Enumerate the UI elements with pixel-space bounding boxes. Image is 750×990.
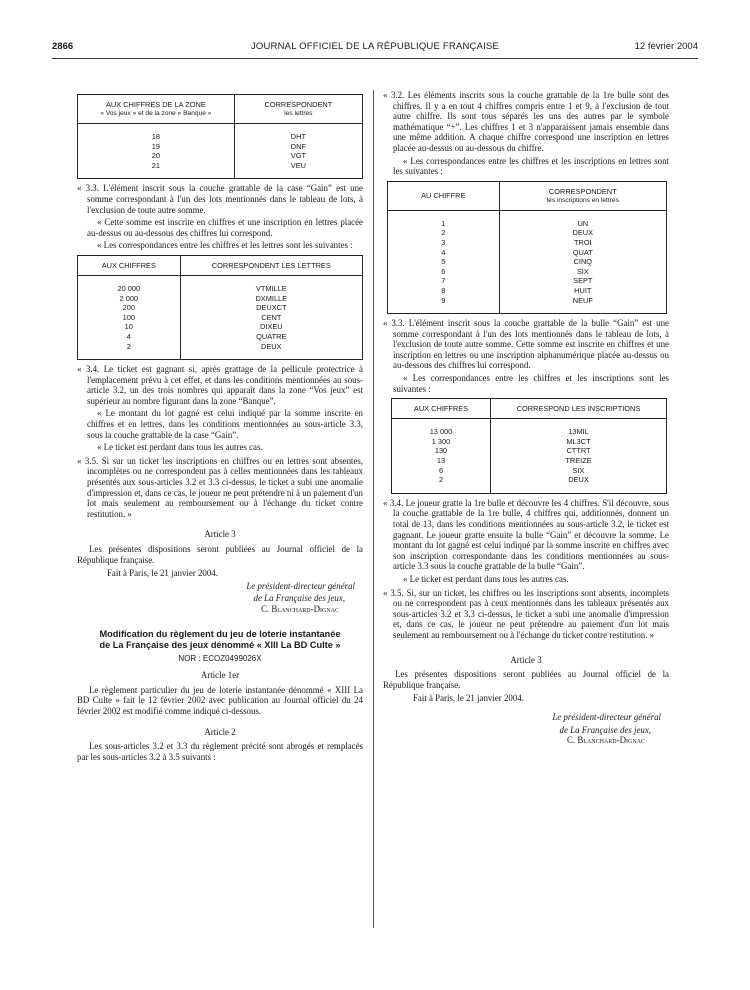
table-row <box>392 446 667 456</box>
header-rule <box>52 58 698 59</box>
table-header-cell: AUX CHIFFRES <box>78 255 181 275</box>
cell-number: 19 <box>78 142 235 152</box>
table-row <box>78 313 363 323</box>
paragraph-3-4: « 3.4. Le ticket est gagnant si, après grattage de la pellicule protectrice à l'emplacement prévu à cet effet, et dans les conditions mentionnées au sous-article 3.2, un des trois nombres qui apparaît dans la zone “Vos jeux” est supérieur au nombre figurant dans la zone “Banque”. <box>77 364 363 406</box>
cell-number: 10 <box>78 322 181 332</box>
cell-letters: DEUXCT <box>256 303 287 313</box>
cell-letters: DXMILLE <box>255 293 288 303</box>
cell-letters: CENT <box>261 312 282 322</box>
paragraph: « Cette somme est inscrite en chiffres et une inscription en lettres placée au-dessus ou au-dessous des chiffres lui correspond. <box>87 217 363 238</box>
table-header-cell <box>78 95 235 124</box>
cell-letters: DHT <box>290 132 306 141</box>
header-text: « Vos jeux » et de la zone « Banque » <box>100 110 212 117</box>
table-row <box>78 142 363 152</box>
cell-number: 2 <box>78 342 181 352</box>
table-row <box>388 296 667 306</box>
table-amount-letters <box>77 255 363 360</box>
paragraph: « Les correspondances entre les chiffres et les lettres sont les suivantes : <box>97 240 353 251</box>
table-row <box>78 161 363 171</box>
signatory-org: de La Française des jeux, <box>559 724 651 735</box>
paragraph: « Les correspondances entre les chiffres et les inscriptions en lettres sont les suivantes : <box>393 155 669 177</box>
signatory-name: C. Blanchard-Dignac <box>567 735 645 746</box>
table-row <box>392 437 667 447</box>
header-text: CORRESPONDENT <box>548 186 617 196</box>
signatory-title: Le président-directeur général <box>246 580 355 591</box>
table-header-cell <box>234 95 362 124</box>
cell-number: 6 <box>392 466 491 476</box>
article-heading: Article 2 <box>204 726 236 737</box>
decision-title-line: de La Française des jeux dénommé « XIII La BD Culte » <box>99 639 341 650</box>
page-header <box>52 41 698 57</box>
paragraph: Les sous-articles 3.2 et 3.3 du règlement précité sont abrogés et remplacés par les sous-articles 3.2 à 3.5 suivants : <box>77 741 363 762</box>
article-heading: Article 3 <box>510 654 542 665</box>
place-date: Fait à Paris, le 21 janvier 2004. <box>107 568 218 579</box>
cell-number: 6 <box>388 267 500 277</box>
place-date: Fait à Paris, le 21 janvier 2004. <box>413 693 524 704</box>
cell-number: 100 <box>78 313 181 323</box>
cell-number: 1 <box>388 219 500 229</box>
signatory-name: C. Blanchard-Dignac <box>261 603 339 614</box>
cell-letters: 13MIL <box>568 427 589 437</box>
paragraph-3-4: « 3.4. Le joueur gratte la 1re bulle et découvre les 4 chiffres. S'il découvre, sous la couche grattable de la 1re bulle, 4 chiffres qui, additionnés, donnent un total de 13, dans les conditions mentionnées au sous-article 3.2, le ticket est gagnant. Le joueur gratte ensuite la bulle “Gain” et découvre la somme. Le montant du lot gagné est celui indiqué par la somme inscrite en chiffres avec son inscription correspondante dans les conditions mentionnées au sous-article 3.3 sous la couche grattable de la bulle “Gain”. <box>383 497 669 572</box>
table-row <box>78 294 363 304</box>
cell-letters: TREIZE <box>565 456 592 466</box>
cell-number: 4 <box>78 332 181 342</box>
paragraph-3-2: « 3.2. Les éléments inscrits sous la couche grattable de la 1re bulle sont des chiffres. Il y a en tout 4 chiffres compris entre 1 et 9, à l'exclusion de tout autre chiffre. Ils sont tous séparés les uns des autres par le symbole mathématique “+”. Les chiffres 1 et 3 n'apparaissent jamais ensemble dans une même addition. A chaque chiffre correspond une inscription en lettres placée au-dessus ou au-dessous du chiffre. <box>383 90 669 153</box>
table-row <box>78 322 363 332</box>
cell-letters: VGT <box>290 151 306 161</box>
paragraph: « Le montant du lot gagné est celui indiqué par la somme inscrite en chiffres et en lettres, dans les conditions mentionnées au sous-article 3.3, sous la couche grattable de la case “Gain”. <box>87 408 363 440</box>
journal-title: JOURNAL OFFICIEL DE LA RÉPUBLIQUE FRANÇAISE <box>250 41 500 52</box>
table-amount-inscriptions <box>391 398 667 494</box>
table-digit-letters <box>387 181 667 314</box>
page-number: 2866 <box>52 41 74 52</box>
cell-number: 2 <box>392 475 491 485</box>
table-row <box>388 267 667 277</box>
cell-number: 200 <box>78 303 181 313</box>
paragraph-3-5: « 3.5. Si sur un ticket les inscriptions en chiffres ou en lettres sont absentes, incomplètes ou ne correspondent pas à celles mentionnées dans les tableaux présentés aux sous-articles 3.2 et 3.3 ci-dessus, le ticket a subi une anomalie d'impression et, dans ce cas, le joueur ne peut prétendre ni à un paiement d'un lot mais seulement au remboursement ou à l'échange du ticket contre restitution. » <box>77 455 363 519</box>
cell-number: 8 <box>388 286 500 296</box>
table-row <box>78 303 363 313</box>
table-row <box>388 286 667 296</box>
cell-number: 5 <box>388 257 500 267</box>
paragraph-3-3: « 3.3. L'élément inscrit sous la couche grattable de la case “Gain” est une somme correspondant à l'un des lots mentionnés dans le tableau de lots, à l'exclusion de toute autre somme. <box>77 183 363 215</box>
table-header-cell: AU CHIFFRE <box>388 181 500 210</box>
cell-number: 20 000 <box>78 284 181 294</box>
paragraph: « Le ticket est perdant dans tous les autres cas. <box>97 442 263 453</box>
cell-letters: VEU <box>290 160 306 170</box>
table-row <box>388 257 667 267</box>
table-header-cell: CORRESPOND LES INSCRIPTIONS <box>491 399 667 419</box>
paragraph: « Le ticket est perdant dans tous les autres cas. <box>403 573 569 584</box>
table-row <box>78 284 363 294</box>
table-row <box>388 219 667 229</box>
cell-letters: ML3CT <box>566 436 591 446</box>
cell-letters: CINQ <box>573 257 593 267</box>
cell-number: 2 000 <box>78 294 181 304</box>
table-header-cell: AUX CHIFFRES <box>392 399 491 419</box>
paragraph: « Les correspondances entre les chiffres et les inscriptions sont les suivantes : <box>393 373 669 394</box>
table-row <box>392 456 667 466</box>
cell-letters: SIX <box>576 266 589 276</box>
cell-letters: DEUX <box>568 475 589 485</box>
cell-letters: DIXEU <box>260 322 283 332</box>
cell-number: 13 <box>392 456 491 466</box>
paragraph-3-3: « 3.3. L'élément inscrit sous la couche grattable de la bulle “Gain” est une somme correspondant à l'un des lots mentionnés dans le tableau de lots, à l'exclusion de toute autre somme. Cette somme est inscrite en chiffres et une inscription en lettres ou une inscription alphanumérique placée au-dessus ou au-dessous des chiffres lui correspond. <box>383 318 669 371</box>
nor-reference: NOR : ECOZ0499026X <box>178 653 262 663</box>
cell-number: 3 <box>388 238 500 248</box>
cell-letters: DEUX <box>261 341 282 351</box>
left-column <box>77 90 363 762</box>
cell-number: 130 <box>392 446 491 456</box>
column-divider <box>373 90 374 928</box>
cell-letters: QUATRE <box>256 331 287 341</box>
table-row <box>392 475 667 485</box>
cell-number: 9 <box>388 296 500 306</box>
header-text: les inscriptions en lettres <box>546 196 619 204</box>
cell-letters: SIX <box>572 465 585 475</box>
cell-number: 2 <box>388 228 500 238</box>
cell-letters: TROI <box>573 237 592 247</box>
issue-date: 12 février 2004 <box>634 41 698 52</box>
cell-number: 18 <box>78 132 235 142</box>
article-heading: Article 3 <box>204 529 236 540</box>
cell-number: 21 <box>78 161 235 171</box>
cell-number: 7 <box>388 276 500 286</box>
table-row <box>392 427 667 437</box>
cell-letters: DEUX <box>572 228 594 238</box>
cell-letters: QUAT <box>572 247 593 257</box>
table-row <box>78 342 363 352</box>
cell-letters: HUIT <box>574 285 592 295</box>
cell-number: 20 <box>78 151 235 161</box>
cell-letters: VTMILLE <box>255 283 287 293</box>
table-zone-letters <box>77 94 363 179</box>
table-header-cell <box>499 181 666 210</box>
signatory-org: de La Française des jeux, <box>253 593 345 604</box>
cell-letters: NEUF <box>572 295 593 305</box>
cell-letters: CTTRT <box>566 446 591 456</box>
table-row <box>388 276 667 286</box>
table-row <box>388 228 667 238</box>
cell-letters: DNF <box>290 141 306 151</box>
paragraph: Les présentes dispositions seront publiées au Journal officiel de la République française. <box>383 669 669 690</box>
table-row <box>388 248 667 258</box>
cell-number: 13 000 <box>392 427 491 437</box>
paragraph: Le règlement particulier du jeu de loterie instantanée dénommé « XIII La BD Culte » fait le 12 février 2002 avec publication au Journal officiel du 24 février 2002 est modifié comme indiqué ci-dessous. <box>77 684 363 716</box>
table-header-cell: CORRESPONDENT LES LETTRES <box>180 255 362 275</box>
cell-letters: UN <box>577 218 589 228</box>
header-text: les lettres <box>284 110 313 117</box>
right-column <box>383 90 669 746</box>
header-text: CORRESPONDENT <box>264 100 333 109</box>
paragraph: Les présentes dispositions seront publiées au Journal officiel de la République française. <box>77 544 363 565</box>
table-row <box>388 238 667 248</box>
decision-title-line: Modification du règlement du jeu de loterie instantanée <box>99 628 341 639</box>
signatory-title: Le président-directeur général <box>552 711 661 722</box>
cell-letters: SEPT <box>573 276 593 286</box>
table-row <box>78 151 363 161</box>
table-row <box>78 332 363 342</box>
cell-number: 4 <box>388 248 500 258</box>
table-row <box>392 466 667 476</box>
decision-title <box>77 629 363 651</box>
article-heading: Article 1er <box>200 670 240 681</box>
table-row <box>78 132 363 142</box>
cell-number: 1 300 <box>392 437 491 447</box>
header-text: AUX CHIFFRES DE LA ZONE <box>105 100 206 109</box>
paragraph-3-5: « 3.5. Si, sur un ticket, les chiffres ou les inscriptions sont absents, incomplets ou ne correspondent pas à ceux mentionnés dans les tableaux présentés aux sous-articles 3.2 et 3.3 ci-dessus, le ticket a subi une anomalie d'impression et, dans ce cas, le joueur ne peut prétendre au paiement d'un lot mais seulement au remboursement ou à l'échange du ticket contre restitution. » <box>383 587 669 640</box>
